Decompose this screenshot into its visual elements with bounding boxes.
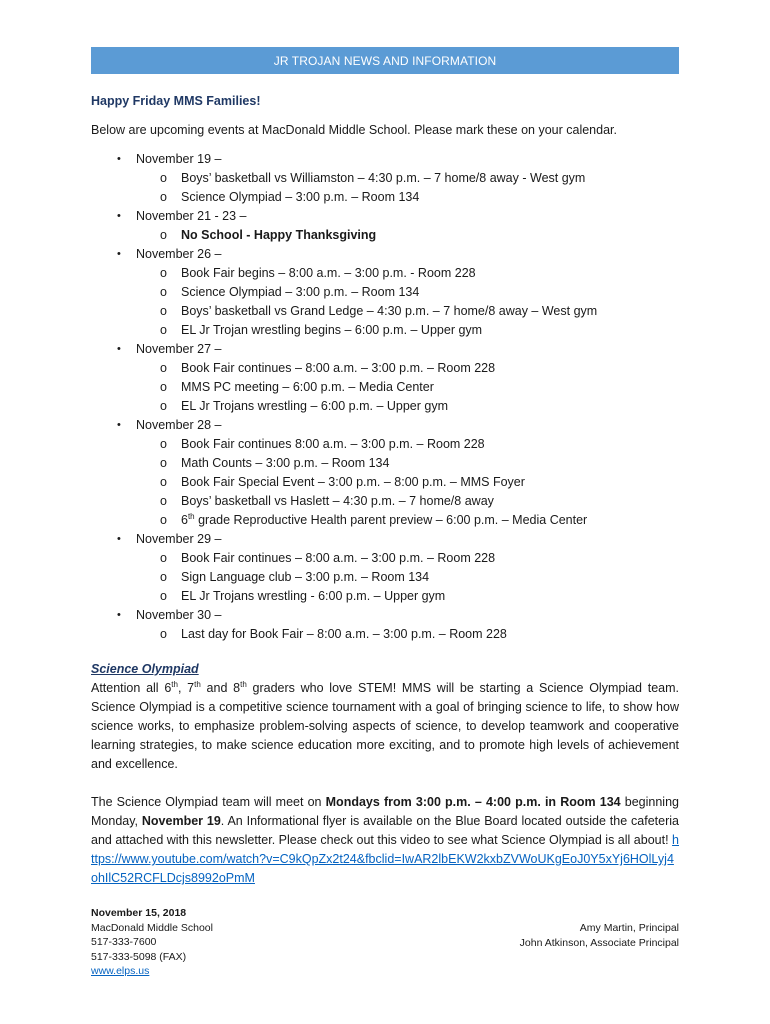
event-day-label: November 29 – xyxy=(136,532,222,546)
event-day-label: November 21 - 23 – xyxy=(136,209,247,223)
event-item xyxy=(0,568,770,587)
p2-text-e: . An Informational flyer is available on the Blue Board located outside the cafeteria and attached with this newsletter. Please check out this video to see what Science Olympiad is all about! xyxy=(91,814,679,847)
event-item xyxy=(0,587,770,606)
p2-text-a: The Science Olympiad team will meet on xyxy=(91,795,326,809)
event-text: Science Olympiad – 3:00 p.m. – Room 134 xyxy=(181,285,420,299)
event-day xyxy=(0,245,770,264)
sub-bullet-icon: o xyxy=(160,437,167,451)
event-text: MMS PC meeting – 6:00 p.m. – Media Center xyxy=(181,380,434,394)
event-text xyxy=(181,511,587,530)
intro-text: Below are upcoming events at MacDonald Middle School. Please mark these on your calendar. xyxy=(91,123,617,137)
event-item xyxy=(0,549,770,568)
sub-bullet-icon: o xyxy=(160,190,167,204)
event-item xyxy=(0,169,770,188)
event-text: Sign Language club – 3:00 p.m. – Room 134 xyxy=(181,570,430,584)
event-item xyxy=(0,511,770,530)
p1-text-b: , 7 xyxy=(177,681,195,695)
sub-bullet-icon: o xyxy=(160,494,167,508)
sub-bullet-icon: o xyxy=(160,228,167,242)
event-item xyxy=(0,302,770,321)
event-day-label: November 28 – xyxy=(136,418,222,432)
event-item xyxy=(0,397,770,416)
science-olympiad-heading: Science Olympiad xyxy=(91,662,199,676)
bullet-icon: • xyxy=(117,210,121,222)
sub-bullet-icon: o xyxy=(160,551,167,565)
event-item xyxy=(0,283,770,302)
p1-text-a: Attention all 6 xyxy=(91,681,172,695)
newsletter-date: November 15, 2018 xyxy=(91,907,187,919)
event-item xyxy=(0,454,770,473)
sub-bullet-icon: o xyxy=(160,323,167,337)
p1-sup-2: th xyxy=(194,679,201,689)
event-item xyxy=(0,359,770,378)
event-text: No School - Happy Thanksgiving xyxy=(181,228,377,242)
p1-sup-1: th xyxy=(171,679,178,689)
event-day-label: November 19 – xyxy=(136,152,222,166)
p2-start-date: November 19 xyxy=(141,814,221,828)
event-text: Boys’ basketball vs Haslett – 4:30 p.m. – 7 home/8 away xyxy=(181,494,494,508)
event-ordinal-suffix: th xyxy=(187,511,195,521)
event-item xyxy=(0,378,770,397)
event-day-label: November 26 – xyxy=(136,247,222,261)
event-item xyxy=(0,435,770,454)
sub-bullet-icon: o xyxy=(160,456,167,470)
bullet-icon: • xyxy=(117,419,121,431)
bullet-icon: • xyxy=(117,533,121,545)
event-day xyxy=(0,606,770,625)
science-olympiad-paragraph-2 xyxy=(91,793,679,888)
school-fax: 517-333-5098 (FAX) xyxy=(91,950,187,963)
event-item xyxy=(0,188,770,207)
event-text: Book Fair Special Event – 3:00 p.m. – 8:00 p.m. – MMS Foyer xyxy=(181,475,525,489)
sub-bullet-icon: o xyxy=(160,589,167,603)
event-text: Last day for Book Fair – 8:00 a.m. – 3:00 p.m. – Room 228 xyxy=(181,627,507,641)
event-day xyxy=(0,416,770,435)
video-link[interactable]: https://www.youtube.com/watch?v=C9kQpZx2t24&fbclid=IwAR2lbEKW2kxbZVWoUKgEoJ0Y5xYj6HOlLyj4ohIlC52RCFLDcjs8992oPmM xyxy=(91,833,679,885)
event-text: EL Jr Trojans wrestling – 6:00 p.m. – Upper gym xyxy=(181,399,449,413)
event-day-label: November 30 – xyxy=(136,608,222,622)
newsletter-banner: JR TROJAN NEWS AND INFORMATION xyxy=(91,47,679,74)
footer-staff xyxy=(520,921,679,950)
p1-text-c: and 8 xyxy=(200,681,241,695)
event-text: Boys’ basketball vs Grand Ledge – 4:30 p.m. – 7 home/8 away – West gym xyxy=(181,304,598,318)
event-text: Book Fair continues – 8:00 a.m. – 3:00 p.m. – Room 228 xyxy=(181,361,496,375)
bullet-icon: • xyxy=(117,153,121,165)
bullet-icon: • xyxy=(117,609,121,621)
sub-bullet-icon: o xyxy=(160,475,167,489)
event-day xyxy=(0,530,770,549)
sub-bullet-icon: o xyxy=(160,266,167,280)
school-name: MacDonald Middle School xyxy=(91,921,213,934)
p2-meeting-time: Mondays from 3:00 p.m. – 4:00 p.m. in Room 134 xyxy=(325,795,621,809)
event-item xyxy=(0,264,770,283)
science-olympiad-paragraph-1 xyxy=(91,679,679,774)
event-text: Book Fair begins – 8:00 a.m. – 3:00 p.m. - Room 228 xyxy=(181,266,476,280)
p2-text-c: beginning Monday, xyxy=(91,795,679,828)
p1-sup-3: th xyxy=(240,679,247,689)
event-day xyxy=(0,340,770,359)
event-text-rest: grade Reproductive Health parent preview – 6:00 p.m. – Media Center xyxy=(198,513,588,527)
event-item xyxy=(0,473,770,492)
event-text: Book Fair continues 8:00 a.m. – 3:00 p.m. – Room 228 xyxy=(181,437,485,451)
sub-bullet-icon: o xyxy=(160,304,167,318)
bullet-icon: • xyxy=(117,248,121,260)
sub-bullet-icon: o xyxy=(160,171,167,185)
event-item xyxy=(0,625,770,644)
event-day-label: November 27 – xyxy=(136,342,222,356)
sub-bullet-icon: o xyxy=(160,627,167,641)
event-text: EL Jr Trojan wrestling begins – 6:00 p.m. – Upper gym xyxy=(181,323,483,337)
associate-principal-name: John Atkinson, Associate Principal xyxy=(519,936,679,949)
school-phone: 517-333-7600 xyxy=(91,936,157,948)
sub-bullet-icon: o xyxy=(160,361,167,375)
p1-text-d: graders who love STEM! MMS will be starting a Science Olympiad team. Science Olympiad is a competitive science tournament with a goal of bringing science to life, to show how science works, to emphasize problem-solving aspects of science, to develop teamwork and cooperative learning strategies, to make science education more exciting, and to promote high levels of achievement and excellence. xyxy=(91,681,679,771)
website-link[interactable]: www.elps.us xyxy=(91,965,150,977)
event-text: Boys’ basketball vs Williamston – 4:30 p.m. – 7 home/8 away - West gym xyxy=(181,171,586,185)
principal-name: Amy Martin, Principal xyxy=(579,922,679,934)
sub-bullet-icon: o xyxy=(160,380,167,394)
event-item xyxy=(0,321,770,340)
event-item xyxy=(0,226,770,245)
greeting-heading: Happy Friday MMS Families! xyxy=(91,94,261,108)
event-text: Math Counts – 3:00 p.m. – Room 134 xyxy=(181,456,390,470)
sub-bullet-icon: o xyxy=(160,570,167,584)
event-text: EL Jr Trojans wrestling - 6:00 p.m. – Upper gym xyxy=(181,589,446,603)
sub-bullet-icon: o xyxy=(160,513,167,527)
event-day xyxy=(0,207,770,226)
event-text: Science Olympiad – 3:00 p.m. – Room 134 xyxy=(181,190,420,204)
sub-bullet-icon: o xyxy=(160,285,167,299)
footer-contact xyxy=(91,906,213,979)
bullet-icon: • xyxy=(117,343,121,355)
event-text: Book Fair continues – 8:00 a.m. – 3:00 p.m. – Room 228 xyxy=(181,551,496,565)
event-ordinal: 6 xyxy=(181,513,188,527)
event-item xyxy=(0,492,770,511)
events-list xyxy=(0,150,770,644)
event-day xyxy=(0,150,770,169)
sub-bullet-icon: o xyxy=(160,399,167,413)
